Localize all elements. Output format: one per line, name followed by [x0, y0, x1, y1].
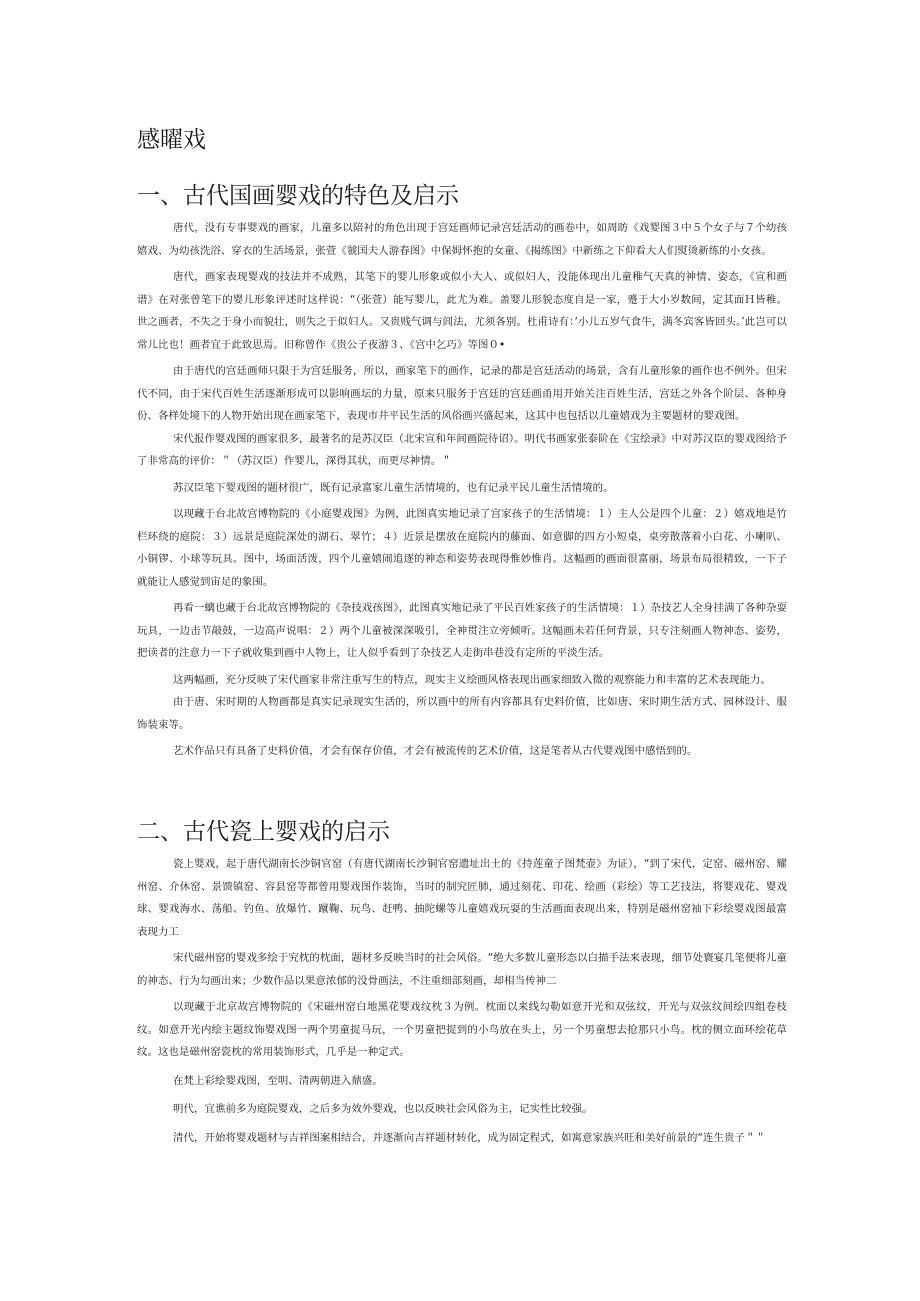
paragraph: 清代，开始将婴戏题材与吉祥图案相结合，并逐渐向吉祥题材转化，成为固定程式，如寓意家族兴旺和美好前景的“连生贵子＂＂: [173, 1131, 766, 1144]
paragraph: 以现藏于北京故宫博物院的《宋磁州窑白地黑花婴戏纹枕３为例。枕面以来线勾勒如意开光和双弦纹，开光与双弦纹间绘四组卷枝纹。如意开光内绘主题纹饰婴戏图一两个男童捉马玩，一个男童把捉到的小鸟放在头上，另一个男童想去抢那只小鸟。枕的侧立面环绘花草纹。这也是磁州窑瓷枕的常用装饰形式，几乎是一种定式。: [137, 1001, 787, 1058]
paragraph: 由于唐代的宫廷画师只限于为宫廷服务，所以，画家笔下的画作，记录的都是宫廷活动的场景，含有儿童形象的画作也不例外。但宋代不同，由于宋代百姓生活逐渐形成可以影响画坛的力量，原来只服务于宫廷的宫廷画甬用开始关注百姓生活，宫廷之外各个阶层、各种身份、各样处境下的人物开始出现在画家笔下，表现市井平民生活的风俗画兴盛起来，这其中也包括以儿童嬉戏为主要题材的婴戏图。: [137, 365, 787, 422]
paragraph: 瓷上婴戏，起于唐代湖南长沙铜官窑（有唐代湖南长沙铜官窑遗址出土的《持莲童子图梵壶》为证），“到了宋代，定窑、磁州窑、耀州窑、介休窑、景馈镇窑、容县窑等都曾用婴戏图作装饰，当时的制究匠肺，通过刻花、印花、绘画（彩绘）等工艺技法，将婴戏花、婴戏球、婴戏海水、荡船、钓鱼、放爆竹、蹴鞠、玩鸟、赶鸭、抽陀螺等儿童嬉戏玩耍的生活画面表现出来，特别是磁州窑袖下彩绘婴戏图最富表现力工: [137, 858, 787, 938]
paragraph: 以现藏于台北故宫博物院的《小庭婴戏图》为例，此图真实地记录了宫家孩子的生活情境：１）主人公是四个儿童：２）嬉戏地是竹栏环绕的庭院：３）远景是庭院深处的湖石、翠竹；４）近景是摆放在庭院内的藤面、如意脚的四方小短桌，桌旁散落着小白花、小喇叭、小铜锣、小球等玩具。图中，场面活泼，四个儿童嬉闹追逐的神态和姿势表现得惟妙惟肖。这幅画的画面很富丽，场景布局很精致，一下子就能让人感觉到宙足的象围。: [137, 508, 787, 588]
paragraph: 这两幅画，充分反映了宋代画家非常注重写生的特点，现实主义绘画风格表现出画家细致入微的观察能力和丰富的艺术表现能力。: [173, 673, 771, 686]
paragraph: 唐代，没有专事婴戏的画家，儿童多以陪衬的角色出现于宫廷画师记录宫廷活动的画卷中，如周昉《戏婴图３中５个女子与７个幼孩嬉戏、为幼孩洗浴、穿衣的生活场景，张萱《虢国夫人游春图》中保姆怀抱的女童、《揭练图》中新练之下仰看大人们熨烫新练的小女孩。: [137, 222, 787, 257]
paragraph: 宋代磁州窑的婴戏多绘于究枕的枕面，题材多反映当时的社会风俗。“绝大多数儿童形态以白描手法来表现，细节处寰宴几笔便将儿童的神态、行为勾画出来；少数作品以果意浓郁的没骨画法，不注重细部刻画，却相当传神二: [137, 952, 787, 987]
section-body-porcelain: [137, 853, 787, 1149]
paragraph: 再看一螭也藏于台北故宫博物院的《杂技戏孩图》，此图真实地记录了平民百姓家孩子的生活情境：１）杂技艺人全身挂满了各种杂耍玩具，一边击节敲鼓，一边高声说唱：２）两个儿童被深深吸引，全神贯注立旁倾听。这幅画未若任何背景，只专注刻画人物神态、姿势，把读者的注意力一下子就收集到画中人物上，让人似乎看到了杂技艺人走街串巷没有定所的平淡生活。: [137, 602, 787, 659]
paragraph: 由于唐、宋时期的人物画都是真实记录现实生活的，所以画中的所有内容都具有史料价值，比如唐、宋时期生活方式、园林设计、服饰装束等。: [137, 696, 787, 731]
paragraph: 唐代，画家表现婴戏的技法并不成熟，其笔下的婴儿形象或似小大人、或似妇人，没能体现出儿童稚气天真的神情、姿态，《宣和画谱》在对张曾笔下的婴儿形象评述时这样说：“（张萱）能写婴儿，此尤为难。盖婴儿形貌态度自是一家，蹙于大小岁数间，定其面Ｈ皆稚。世之画者，不失之于身小而貌壮，则失之于似妇人。又贵贱气调与闾法，尤须各别。杜甫诗有：’小儿五岁气食牛，满冬宾客皆回头。’此岂可以常儿比也！画者宜于此致思焉。旧称曾作《贵公子夜游３、《宫中乞巧》等图０•: [137, 271, 787, 351]
document-title: 感曜戏: [137, 127, 206, 153]
paragraph: 宋代报作婴戏图的画家很多，最著名的是苏汉臣（北宋宣和年间画院待诏）。明代书画家张泰阶在《宝绘录》中对苏汉臣的婴戏图给予了非常高的评价：＂（苏汉臣）作婴儿，深得其状，而更尽神情。＂: [137, 432, 787, 467]
section-heading-ancient-painting: 一、古代国画婴戏的特色及启示: [137, 183, 459, 209]
paragraph: 在梵上彩绘婴戏图，至明、清两朝进入鼎盛。: [173, 1074, 383, 1087]
section-heading-porcelain: 二、古代瓷上婴戏的启示: [137, 819, 390, 845]
section-body-ancient-painting: [137, 217, 787, 763]
paragraph: 苏汉臣笔下婴戏图的题材很广，既有记录富家儿童生活情境的，也有记录平民儿童生活情境的。: [173, 481, 614, 494]
paragraph: 艺术作品只有具备了史料价值，才会有保存价值，才会有被流传的艺术价值，这是笔者从古代婴戏图中感悟到的。: [173, 745, 698, 757]
paragraph: 明代，宜谯前多为庭院婴戏，之后多为效外婴戏，也以反映社会风俗为主，记实性比较强。: [173, 1103, 593, 1115]
